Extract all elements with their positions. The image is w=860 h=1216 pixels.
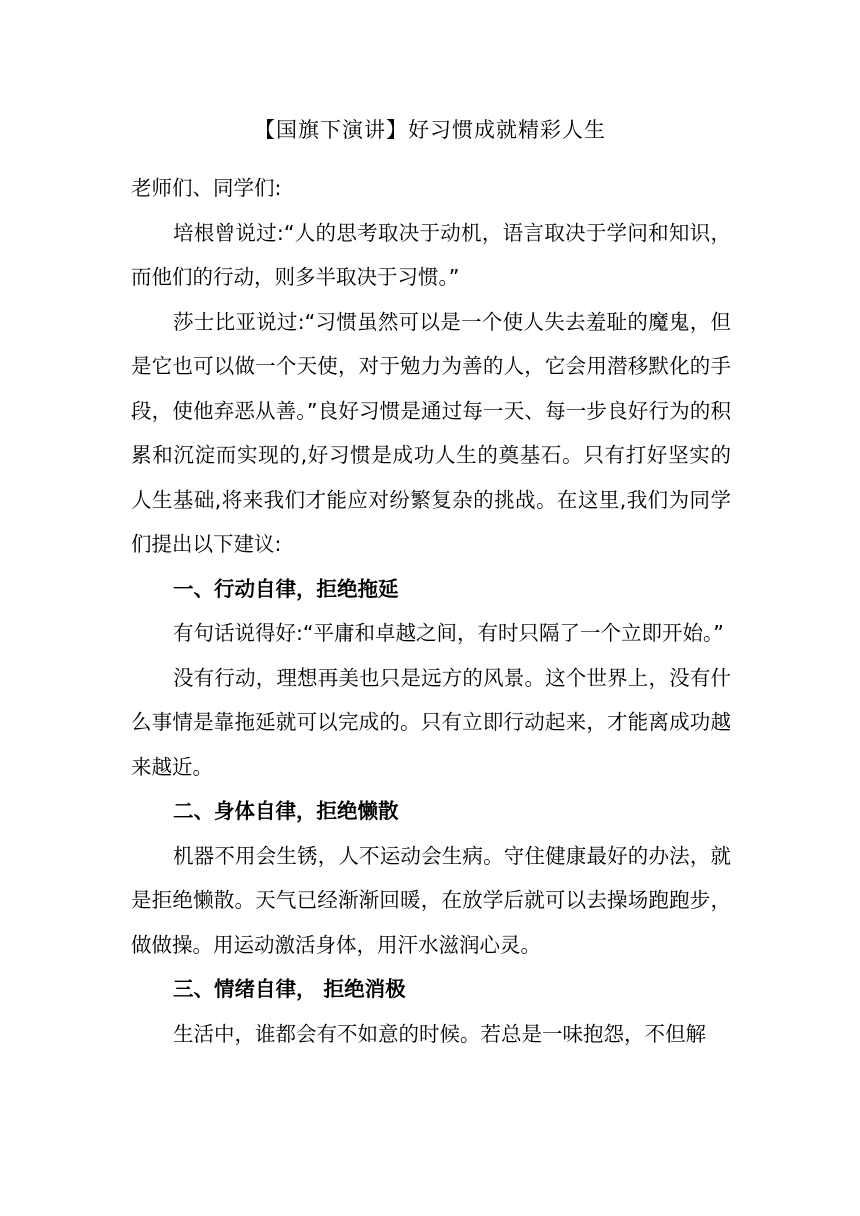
paragraph-emotion-body: 生活中，谁都会有不如意的时候。若总是一味抱怨，不但解	[173, 1021, 706, 1046]
page-title: 【国旗下演讲】好习惯成就精彩人生	[254, 118, 606, 142]
section-heading-emotion: 三、情绪自律， 拒绝消极	[173, 977, 406, 1001]
section-heading-action: 一、行动自律，拒绝拖延	[173, 576, 399, 601]
section-heading-body: 二、身体自律，拒绝懒散	[173, 799, 399, 823]
document-body	[131, 166, 731, 1056]
paragraph-action-body: 没有行动，理想再美也只是远方的风景。这个世界上，没有什么事情是靠拖延就可以完成的。只有立即行动起来，才能离成功越来越近。	[131, 665, 731, 779]
paragraph-shakespeare-quote: 莎士比亚说过:“习惯虽然可以是一个使人失去羞耻的魔鬼，但是它也可以做一个天使，对于勉力为善的人，它会用潜移默化的手段，使他弃恶从善。”良好习惯是通过每一天、每一步良好行为的积累和沉淀而实现的,好习惯是成功人生的奠基石。只有打好坚实的人生基础,将来我们才能应对纷繁复杂的挑战。在这里,我们为同学们提出以下建议:	[131, 309, 731, 556]
paragraph-action-quote: 有句话说得好:“平庸和卓越之间，有时只隔了一个立即开始。”	[173, 621, 724, 645]
paragraph-bacon-quote: 培根曾说过:“人的思考取决于动机，语言取决于学问和知识，而他们的行动，则多半取决于习惯。”	[131, 220, 731, 289]
greeting: 老师们、同学们:	[131, 176, 282, 200]
paragraph-body-exercise: 机器不用会生锈，人不运动会生病。守住健康最好的办法，就是拒绝懒散。天气已经渐渐回暖，在放学后就可以去操场跑跑步，做做操。用运动激活身体，用汗水滋润心灵。	[131, 843, 731, 957]
